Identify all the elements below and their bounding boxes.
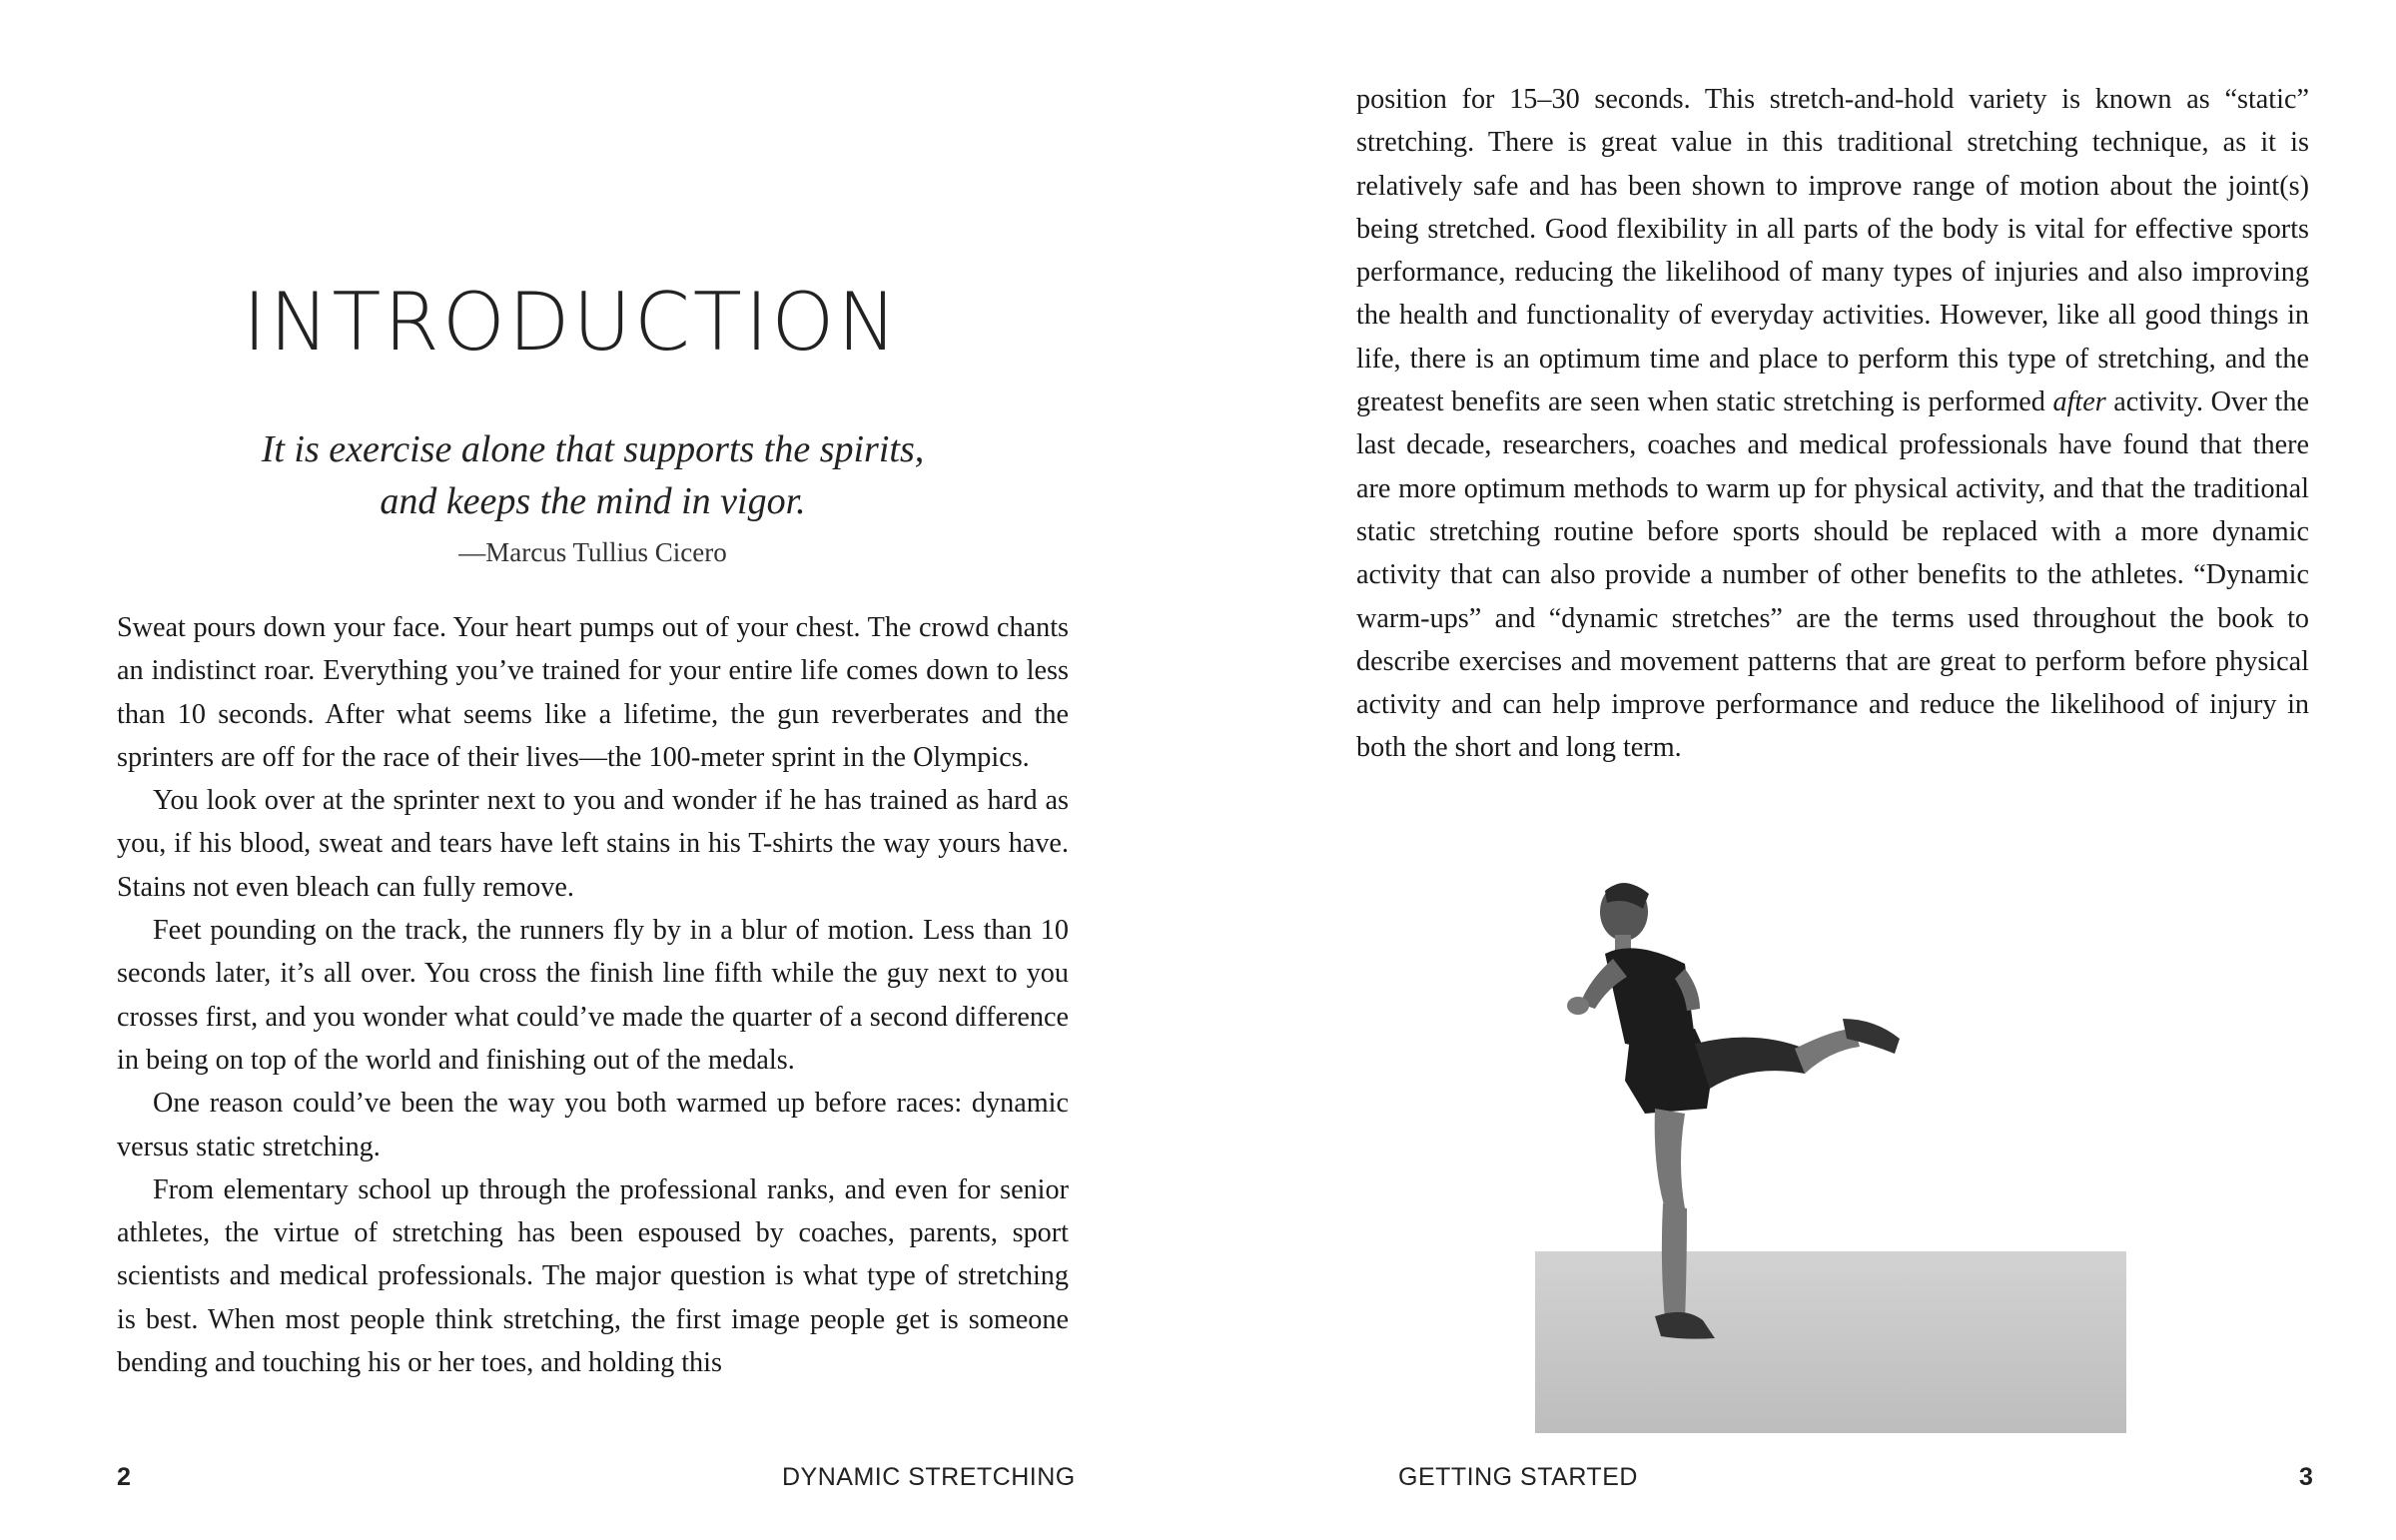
page-number: 2 — [117, 1463, 132, 1491]
epigraph-line: It is exercise alone that supports the spirits, — [261, 428, 925, 470]
epigraph-line: and keeps the mind in vigor. — [380, 480, 806, 522]
body-paragraph — [1356, 78, 2309, 770]
body-paragraph: From elementary school up through the professional ranks, and even for senior athletes, the virtue of stretching has been espoused by coaches, parents, sport scientists and medical professionals. The major question is what type of stretching is best. When most people think stretching, the first image people get is someone bending and touching his or her toes, and holding this — [117, 1173, 1069, 1379]
body-paragraph: Feet pounding on the track, the runners fly by in a blur of motion. Less than 10 seconds later, it’s all over. You cross the finish line fifth while the guy next to you crosses first, and you wonder what could’ve made the quarter of a second difference in being on top of the world and finishing out of the medals. — [117, 915, 1069, 1076]
epigraph-attribution: —Marcus Tullius Cicero — [458, 537, 727, 567]
floor — [1535, 1251, 2126, 1433]
page-number: 3 — [2299, 1463, 2314, 1491]
body-paragraph: One reason could’ve been the way you both warmed up before races: dynamic versus static stretching. — [117, 1088, 1069, 1162]
running-head: DYNAMIC STRETCHING — [782, 1463, 1076, 1491]
body-text-run: activity. Over the last decade, researchers, coaches and medical professionals have found that there are more optimum methods to warm up for physical activity, and that the traditional static stretching routine before sports should be replaced with a more dynamic activity that can also provide a number of other benefits to the athletes. “Dynamic warm-ups” and “dynamic stretches” are the terms used throughout the book to describe exercises and movement patterns that are great to perform before physical activity and can help improve performance and reduce the likelihood of injury in both the short and long term. — [1356, 386, 2309, 764]
body-text-left — [117, 606, 1069, 1384]
emphasis-text: after — [2052, 386, 2106, 418]
chapter-title: INTRODUCTION — [243, 276, 901, 369]
body-text-run: position for 15–30 seconds. This stretch-and-hold variety is known as “static” stretching. There is great value in this traditional stretching technique, as it is relatively safe and has been shown to improve range of motion about the joint(s) being stretched. Good flexibility in all parts of the body is vital for effective sports performance, reducing the likelihood of many types of injuries and also improving the health and functionality of everyday activities. However, like all good things in life, there is an optimum time and place to perform this type of stretching, and the greatest benefits are seen when static stretching is performed — [1356, 84, 2309, 418]
running-head: GETTING STARTED — [1398, 1463, 1638, 1491]
right-page — [1198, 0, 2396, 1540]
body-text-right — [1356, 78, 2309, 770]
epigraph-quote — [117, 423, 1069, 527]
athlete-photo — [1535, 869, 2126, 1433]
body-paragraph: You look over at the sprinter next to you and wonder if he has trained as hard as you, if his blood, sweat and tears have left stains in his T-shirts the way yours have. Stains not even bleach can fully remove. — [117, 785, 1069, 903]
body-paragraph: Sweat pours down your face. Your heart pumps out of your chest. The crowd chants an indistinct roar. Everything you’ve trained for your entire life comes down to less than 10 seconds. After what seems like a lifetime, the gun reverberates and the sprinters are off for the race of their lives—the 100-meter sprint in the Olympics. — [117, 612, 1069, 773]
